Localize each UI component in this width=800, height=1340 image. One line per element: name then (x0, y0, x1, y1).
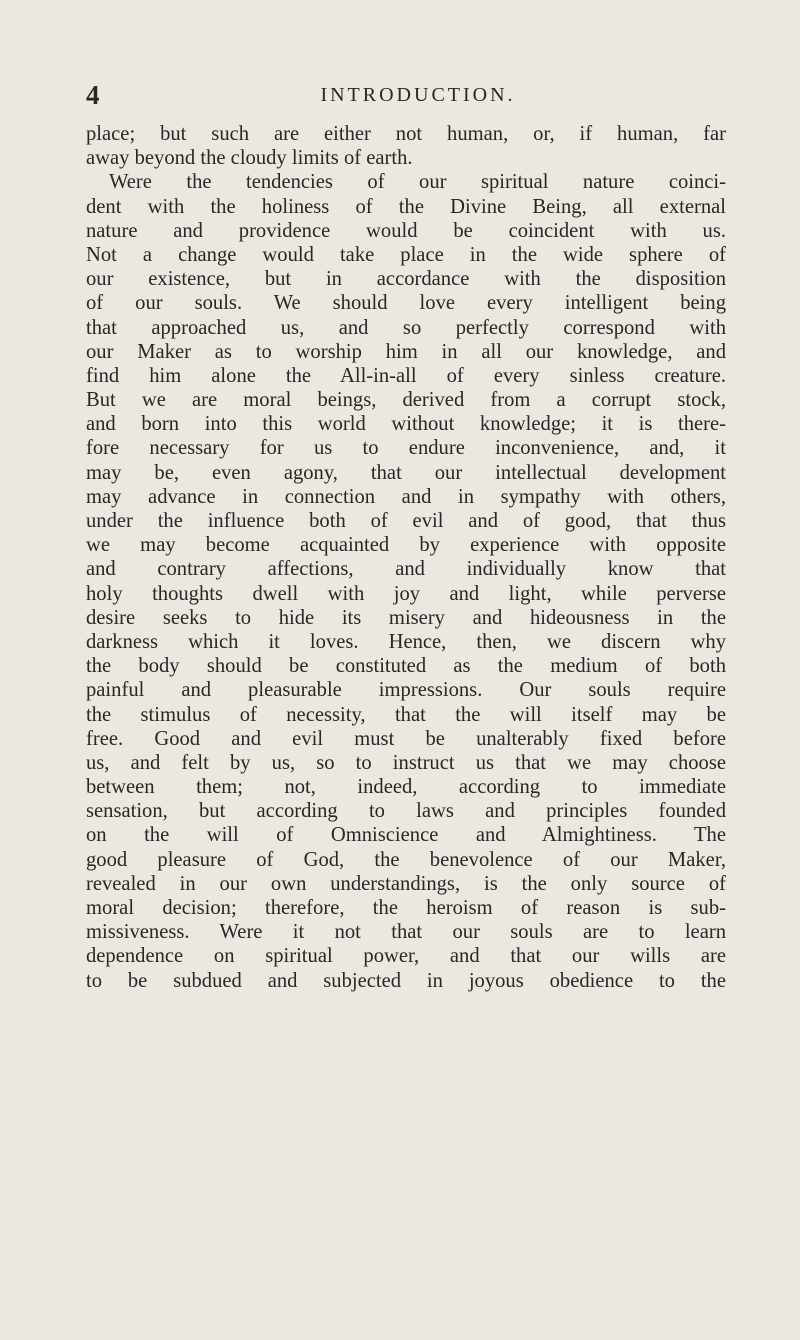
text-line: may be, even agony, that our intellectual development (86, 461, 726, 484)
text-line: away beyond the cloudy limits of earth. (86, 147, 413, 170)
text-line: we may become acquainted by experience with opposite (86, 534, 726, 557)
text-line: desire seeks to hide its misery and hideousness in the (86, 606, 726, 629)
text-line: our existence, but in accordance with the disposition (86, 268, 726, 291)
text-line: sensation, but according to laws and principles founded (86, 800, 726, 823)
text-line: darkness which it loves. Hence, then, we discern why (86, 630, 726, 653)
running-head: INTRODUCTION. (320, 84, 516, 106)
text-line: on the will of Omniscience and Almightiness. The (86, 824, 726, 847)
text-line: Not a change would take place in the wide sphere of (86, 243, 726, 266)
text-line: the stimulus of necessity, that the will itself may be (86, 703, 726, 726)
text-line: that approached us, and so perfectly correspond with (86, 316, 726, 339)
text-line: our Maker as to worship him in all our knowledge, and (86, 340, 726, 363)
text-line: under the influence both of evil and of good, that thus (86, 510, 726, 532)
text-line: may advance in connection and in sympathy with others, (86, 485, 726, 508)
text-line: and born into this world without knowledge; it is there- (86, 413, 726, 436)
page-number: 4 (86, 80, 100, 110)
text-line: between them; not, indeed, according to immediate (86, 776, 726, 799)
text-line: holy thoughts dwell with joy and light, while perverse (86, 582, 726, 605)
text-line: nature and providence would be coincident with us. (86, 219, 726, 242)
text-line: find him alone the All-in-all of every sinless creature. (86, 364, 726, 387)
text-line: of our souls. We should love every intelligent being (86, 292, 726, 315)
text-line: to be subdued and subjected in joyous obedience to the (86, 969, 726, 992)
body-text (86, 122, 726, 993)
text-line: But we are moral beings, derived from a corrupt stock, (86, 389, 726, 412)
text-line: and contrary affections, and individually know that (86, 558, 726, 581)
text-line: revealed in our own understandings, is the only source of (86, 872, 726, 895)
text-line: good pleasure of God, the benevolence of our Maker, (86, 848, 726, 871)
text-line: free. Good and evil must be unalterably fixed before (86, 727, 726, 750)
text-line: dent with the holiness of the Divine Being, all external (86, 195, 726, 218)
text-line: moral decision; therefore, the heroism of reason is sub- (86, 897, 726, 919)
text-line: place; but such are either not human, or, if human, far (86, 123, 726, 145)
text-line: missiveness. Were it not that our souls are to learn (86, 921, 726, 944)
text-line: painful and pleasurable impressions. Our souls require (86, 679, 726, 702)
page-header (86, 80, 726, 110)
text-line: Were the tendencies of our spiritual nature coinci- (109, 171, 726, 194)
text-line: the body should be constituted as the medium of both (86, 655, 726, 678)
text-line: us, and felt by us, so to instruct us that we may choose (86, 751, 726, 774)
text-line: fore necessary for us to endure inconvenience, and, it (86, 437, 726, 460)
text-line: dependence on spiritual power, and that our wills are (86, 945, 726, 968)
